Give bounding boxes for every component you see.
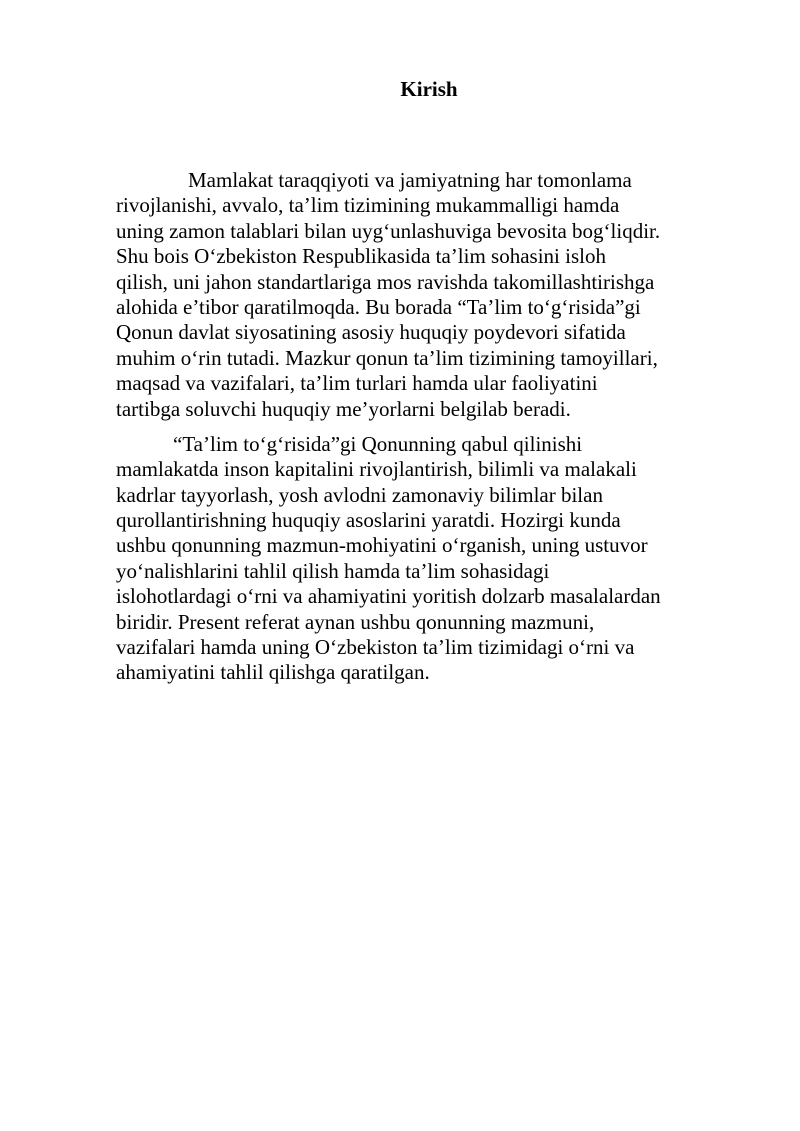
page-title: Kirish [400,77,458,101]
text-line: Mamlakat taraqqiyoti va jamiyatning har tomonlama [188,168,632,192]
text-line: qurollantirishning huquqiy asoslarini yaratdi. Hozirgi kunda [116,508,621,533]
text-line: qilish, uni jahon standartlariga mos ravishda takomillashtirishga [116,269,655,294]
text-line: “Ta’lim to‘g‘risida”gi Qonunning qabul qilinishi [173,431,583,456]
text-line: Qonun davlat siyosatining asosiy huquqiy poydevori sifatida [116,320,626,345]
text-line: islohotlardagi o‘rni va ahamiyatini yoritish dolzarb masalalardan [116,584,661,609]
text-line: rivojlanishi, avvalo, ta’lim tizimining mukammalligi hamda [116,193,620,218]
text-line: ushbu qonunning mazmun-mohiyatini o‘rganish, uning ustuvor [116,533,648,558]
text-line: kadrlar tayyorlash, yosh avlodni zamonaviy bilimlar bilan [116,482,603,507]
document-body [116,168,752,686]
text-line: uning zamon talablari bilan uyg‘unlashuviga bevosita bog‘liqdir. [116,218,661,243]
text-line: alohida e’tibor qaratilmoqda. Bu borada “Ta’lim to‘g‘risida”gi [116,294,641,319]
text-line: muhim o‘rin tutadi. Mazkur qonun ta’lim tizimining tamoyillari, [116,345,658,370]
paragraph-2 [116,432,752,686]
text-line: vazifalari hamda uning O‘zbekiston ta’lim tizimidagi o‘rni va [116,635,635,660]
text-line: biridir. Present referat aynan ushbu qonunning mazmuni, [116,609,595,634]
text-line: yo‘nalishlarini tahlil qilish hamda ta’lim sohasidagi [116,558,550,583]
text-line: Shu bois O‘zbekiston Respublikasida ta’lim sohasini isloh [116,244,606,269]
paragraph-1 [116,168,752,422]
text-line: mamlakatda inson kapitalini rivojlantirish, bilimli va malakali [116,457,637,482]
text-line: tartibga soluvchi huquqiy me’yorlarni belgilab beradi. [116,396,571,421]
text-line: maqsad va vazifalari, ta’lim turlari hamda ular faoliyatini [116,371,598,396]
text-line: ahamiyatini tahlil qilishga qaratilgan. [116,660,430,685]
